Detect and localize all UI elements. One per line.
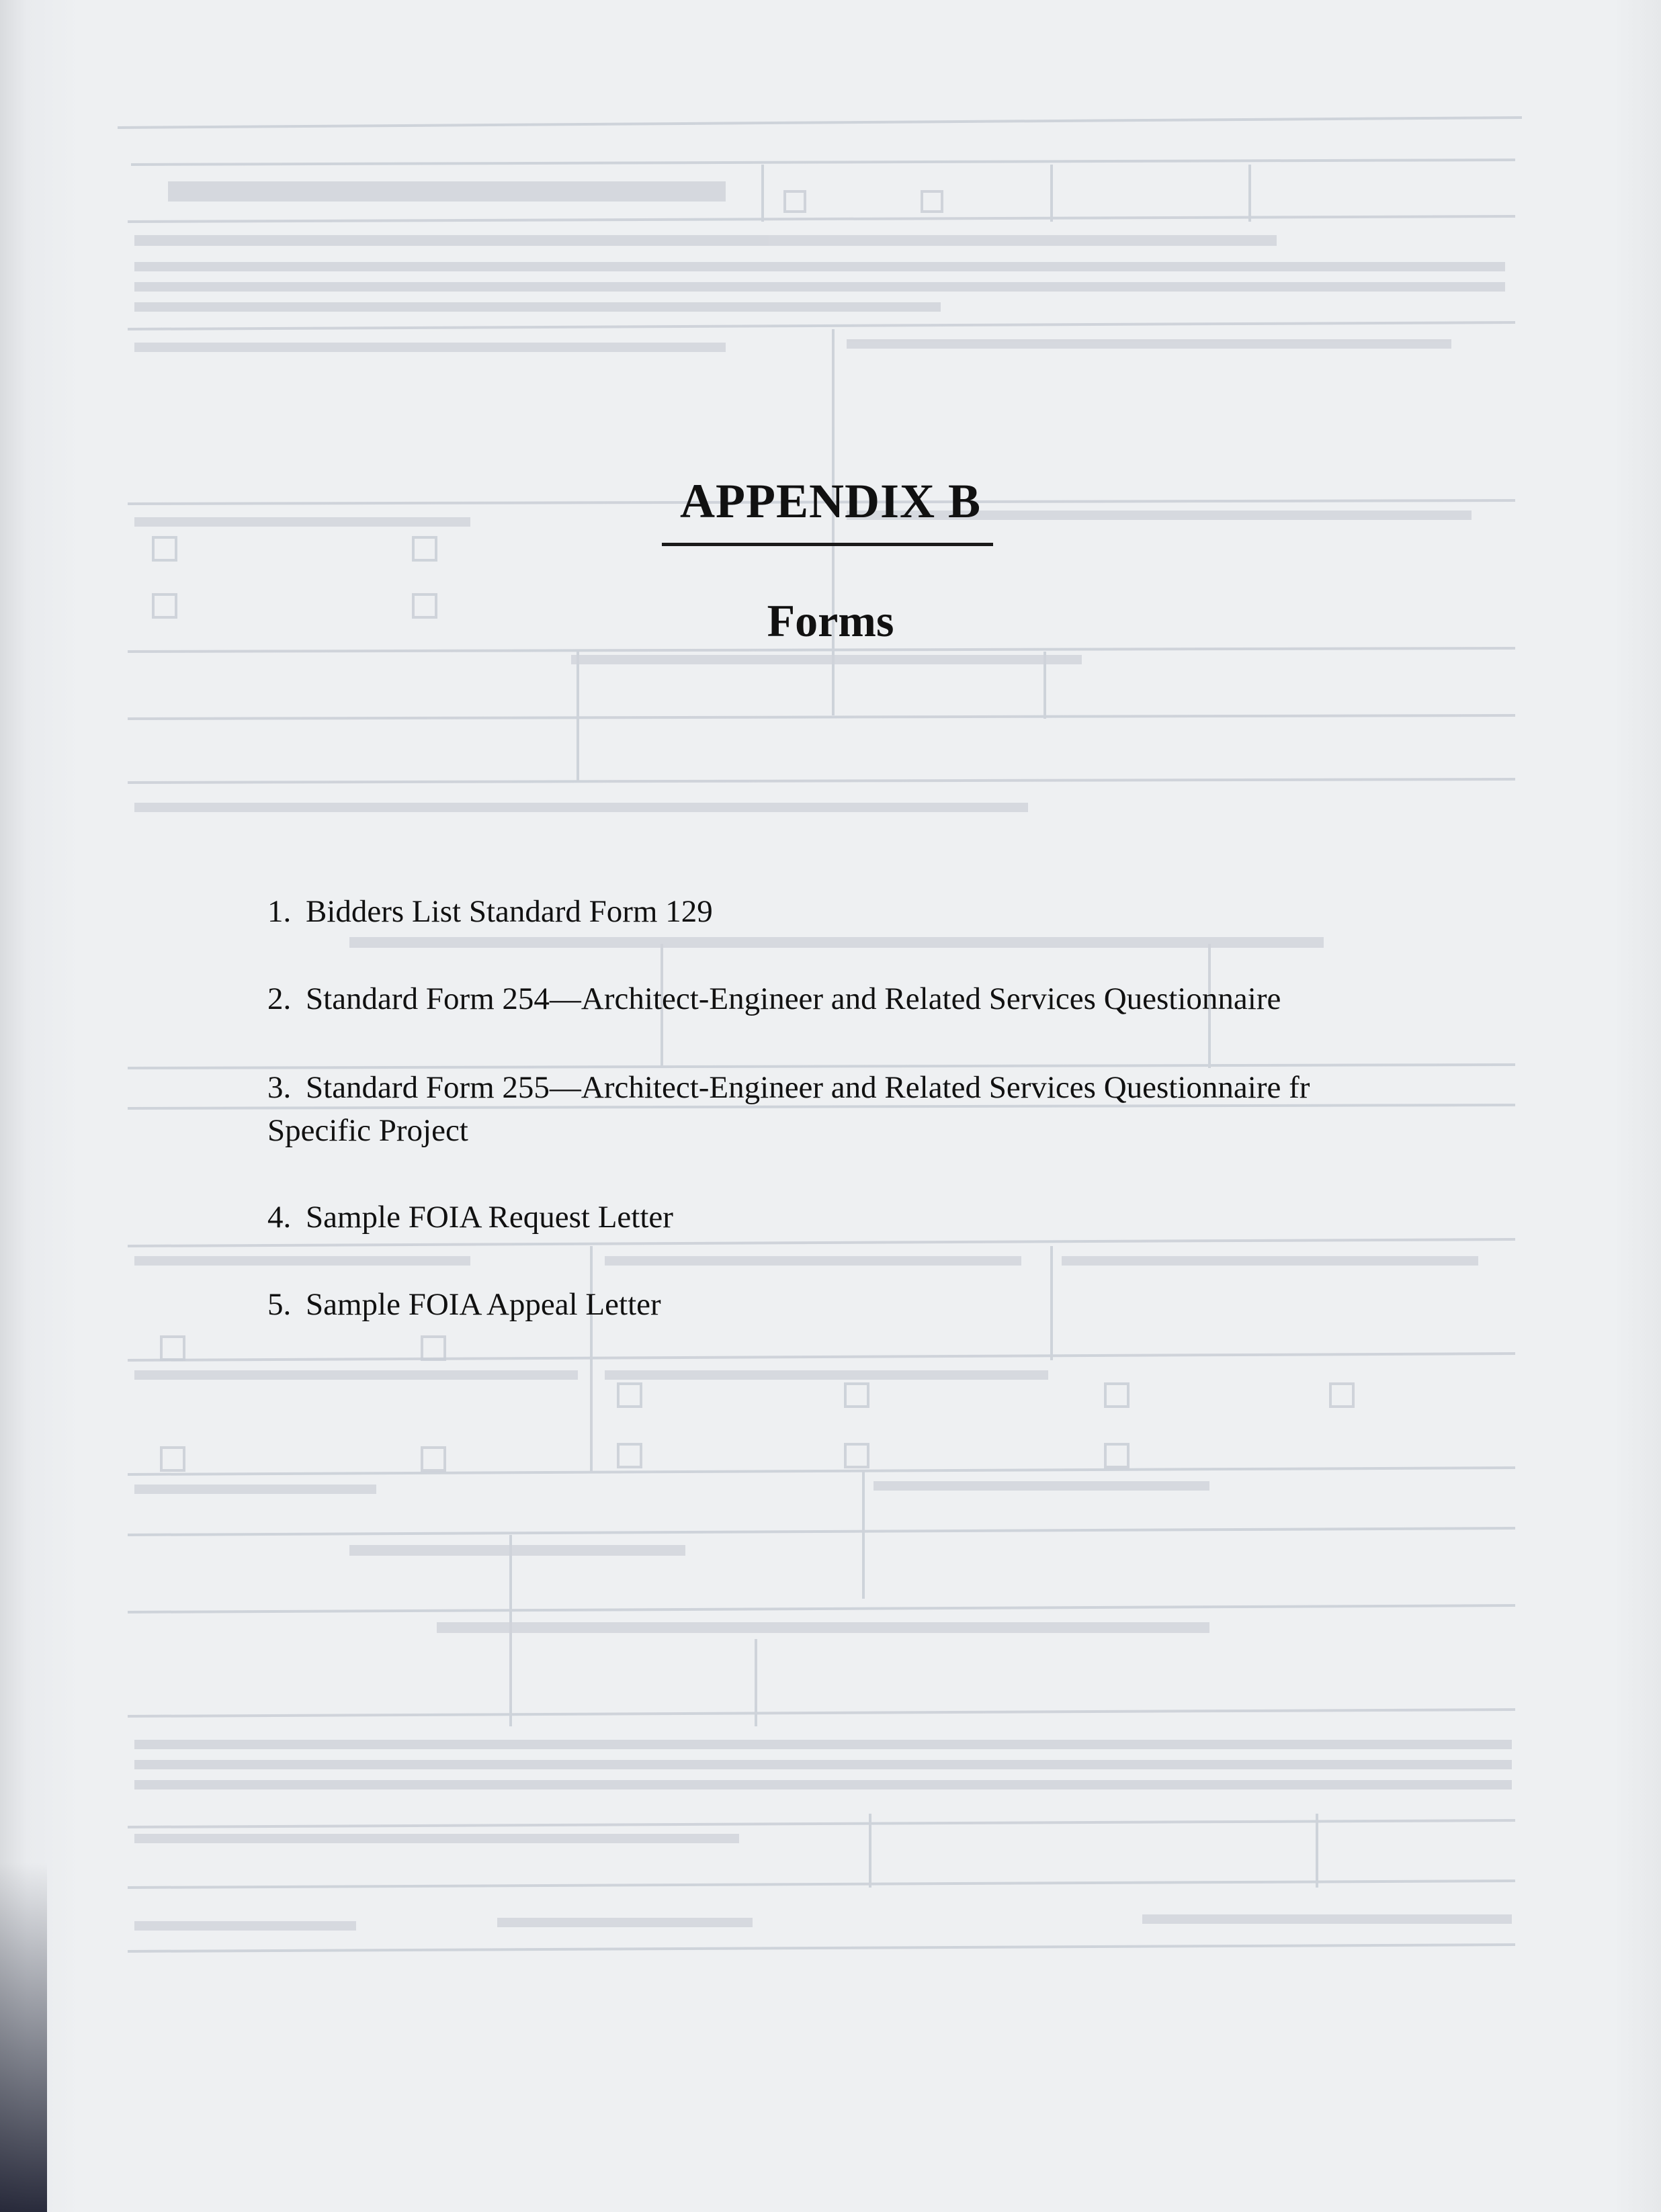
- list-item-text: Sample FOIA Appeal Letter: [306, 1287, 661, 1322]
- list-item-number: 2.: [267, 981, 292, 1016]
- list-item-text: Bidders List Standard Form 129: [306, 894, 713, 929]
- appendix-title: APPENDIX B: [679, 474, 981, 528]
- list-item-text: Sample FOIA Request Letter: [306, 1200, 673, 1235]
- list-item-continuation: Specific Project: [267, 1113, 468, 1148]
- list-item-number: 4.: [267, 1200, 292, 1235]
- forms-subtitle: Forms: [767, 595, 894, 646]
- title-underline: [662, 543, 993, 546]
- list-item-text: Standard Form 254—Architect-Engineer and Related Services Questionnaire: [306, 981, 1281, 1016]
- list-item-number: 5.: [267, 1287, 292, 1322]
- list-item-number: 3.: [267, 1070, 292, 1105]
- list-item: [267, 1283, 1477, 1326]
- list-item: [267, 1196, 1477, 1239]
- binding-shadow: [0, 1863, 47, 2212]
- list-item: [267, 977, 1477, 1020]
- list-item-number: 1.: [267, 894, 292, 929]
- list-item: [267, 1066, 1477, 1152]
- list-item: [267, 890, 1477, 933]
- list-item-text: Standard Form 255—Architect-Engineer and Related Services Questionnaire fr: [306, 1070, 1310, 1105]
